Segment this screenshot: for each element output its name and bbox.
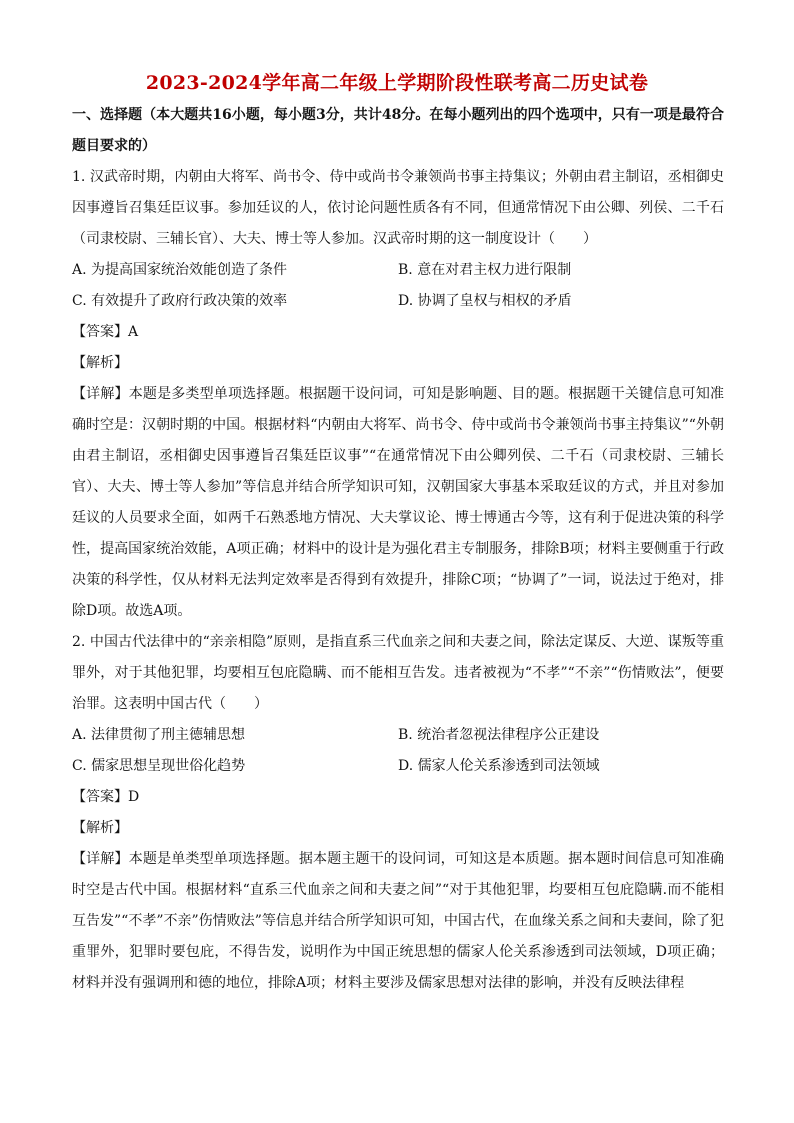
document-body: [72, 100, 724, 999]
answer-line: 【答案】D: [72, 789, 140, 805]
options-group: [72, 720, 724, 782]
option-b: B. 意在对君主权力进行限制: [398, 262, 572, 278]
detail-explanation: 【详解】本题是多类型单项选择题。根据题干设问词，可知是影响题、目的题。根据题干关键信息可知准确时空是：汉朝时期的中国。根据材料“内朝由大将军、尚书令、侍中或尚书令兼领尚书事主持集议”“外朝由君主制诏，丞相御史因事遵旨召集廷臣议事”“在通常情况下由公卿列侯、二千石（司隶校尉、三辅长官）、大夫、博士等人参加”等信息并结合所学知识可知，汉朝国家大事基本采取廷议的方式，并且对参加廷议的人员要求全面，如两千石熟悉地方情况、大夫掌议论、博士博通古今等，这有利于促进决策的科学性，提高国家统治效能，A项正确；材料中的设计是为强化君主专制服务，排除B项；材料主要侧重于行政决策的科学性，仅从材料无法判定效率是否得到有效提升，排除C项；“协调了”一词，说法过于绝对，排除D项。故选A项。: [72, 386, 724, 619]
option-b: B. 统治者忽视法律程序公正建设: [398, 727, 600, 743]
options-group: [72, 255, 724, 317]
option-a: A. 为提高国家统治效能创造了条件: [72, 262, 288, 278]
analysis-label: 【解析】: [72, 820, 128, 836]
question-stem: 2. 中国古代法律中的“亲亲相隐”原则，是指直系三代血亲之间和夫妻之间，除法定谋反、大逆、谋叛等重罪外，对于其他犯罪，均要相互包庇隐瞒、而不能相互告发。违者被视为“不孝”“不亲”“伤情败法”，便要治罪。这表明中国古代（ ）: [72, 634, 724, 712]
option-a: A. 法律贯彻了刑主德辅思想: [72, 727, 246, 743]
option-d: D. 协调了皇权与相权的矛盾: [398, 293, 572, 309]
detail-explanation: 【详解】本题是单类型单项选择题。据本题主题干的设问词，可知这是本质题。据本题时间信息可知准确时空是古代中国。根据材料“直系三代血亲之间和夫妻之间”“对于其他犯罪，均要相互包庇隐瞒.而不能相互告发”“不孝”不亲”伤情败法”等信息并结合所学知识可知，中国古代，在血缘关系之间和夫妻间，除了犯重罪外，犯罪时要包庇，不得告发，说明作为中国正统思想的儒家人伦关系渗透到司法领域，D项正确；材料并没有强调刑和德的地位，排除A项；材料主要涉及儒家思想对法律的影响，并没有反映法律程: [72, 851, 724, 991]
option-d: D. 儒家人伦关系渗透到司法领域: [398, 758, 600, 774]
option-c: C. 有效提升了政府行政决策的效率: [72, 293, 288, 309]
question-stem: 1. 汉武帝时期，内朝由大将军、尚书令、侍中或尚书令兼领尚书事主持集议；外朝由君主制诏，丞相御史因事遵旨召集廷臣议事。参加廷议的人，依讨论问题性质各有不同，但通常情况下由公卿、列侯、二千石（司隶校尉、三辅长官）、大夫、博士等人参加。汉武帝时期的这一制度设计（ ）: [72, 169, 724, 247]
option-c: C. 儒家思想呈现世俗化趋势: [72, 758, 246, 774]
page-title: 2023-2024学年高二年级上学期阶段性联考高二历史试卷: [145, 72, 649, 94]
analysis-label: 【解析】: [72, 355, 128, 371]
answer-line: 【答案】A: [72, 324, 139, 340]
section-heading: 一、选择题（本大题共16小题，每小题3分，共计48分。在每小题列出的四个选项中，只有一项是最符合题目要求的）: [72, 107, 724, 154]
question-2: [72, 627, 724, 999]
question-1: [72, 162, 724, 627]
